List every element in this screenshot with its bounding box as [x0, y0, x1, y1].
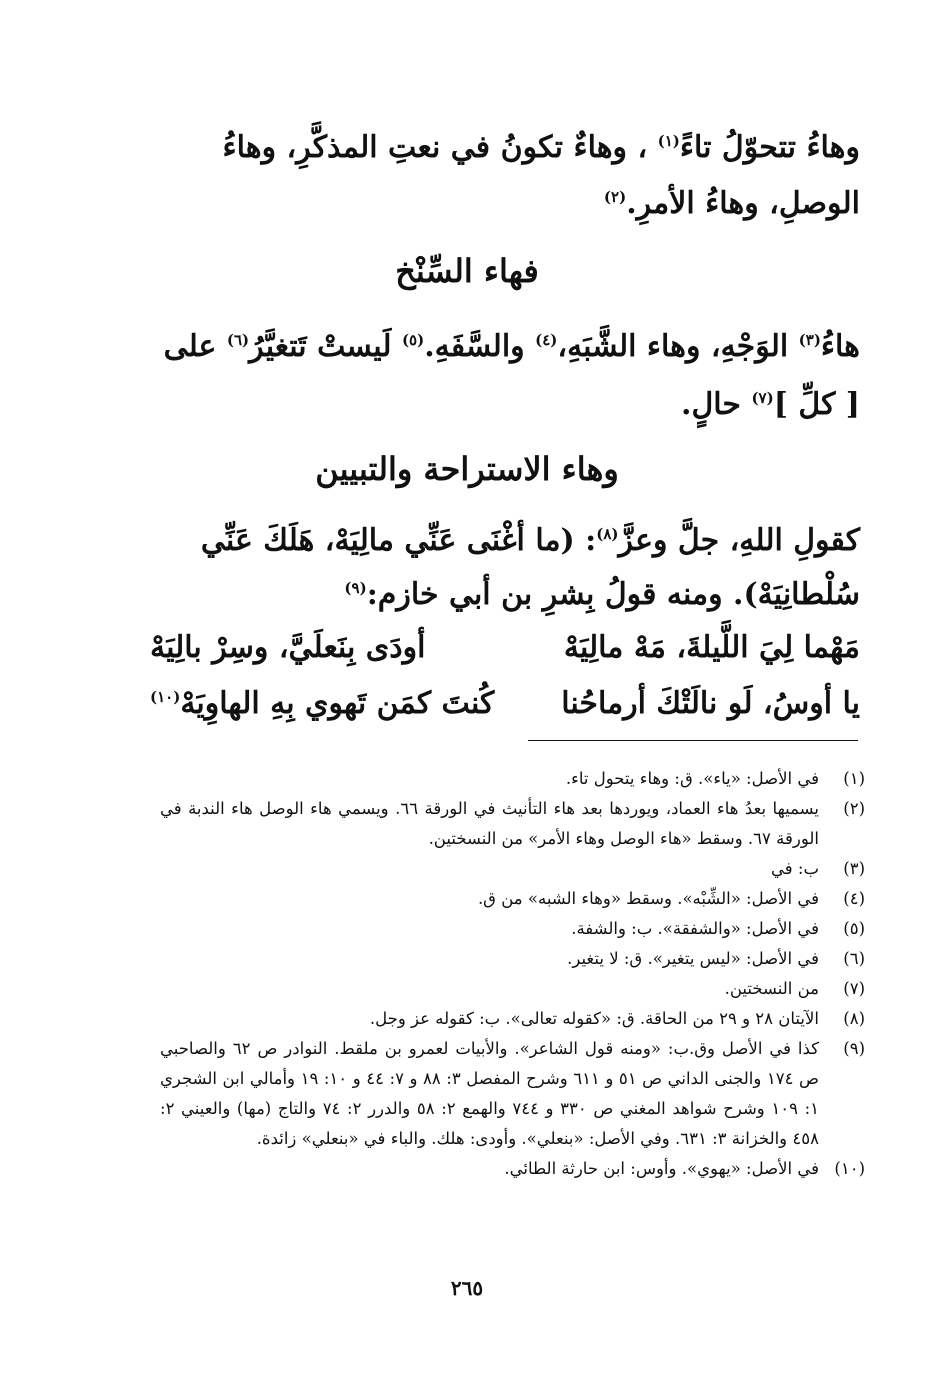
verse-line	[150, 620, 860, 676]
verse-line	[150, 676, 860, 732]
para2-text-2: : (ما أغْنَى عَنِّي مالِيَهْ، هَلَكَ عَنِّي سُلْطانِيَهْ). ومنه قولُ بِشرِ بن أبي خازم:	[200, 523, 860, 612]
verse-first-hemistich: يا أوسُ، لَو نالَتْكَ أرماحُنا	[561, 686, 860, 721]
footnote-number: (٢)	[843, 799, 865, 818]
para1-text-4: لَيستْ تَتغيَّرُ	[249, 329, 392, 364]
footnote-text: في الأصل: «ليس يتغير». ق: لا يتغير.	[567, 949, 819, 968]
sinkh-paragraph	[150, 318, 860, 434]
footnote-ref-8: (٨)	[596, 525, 619, 543]
footnote-number: (٣)	[843, 859, 865, 878]
section-heading-istiraha: وهاء الاستراحة والتبيين	[315, 450, 619, 488]
footnote-item	[160, 764, 865, 794]
footnote-item	[160, 884, 865, 914]
footnote-number: (١)	[843, 769, 865, 788]
footnote-ref-9: (٩)	[344, 579, 367, 597]
verse-second-hemistich	[150, 676, 494, 732]
para1-text-2: الوَجْهِ، وهاء الشَّبَهِ،	[557, 329, 789, 364]
verse-second-text: كُنتَ كمَن تَهوي بِهِ الهاوِيَهْ	[180, 686, 495, 721]
footnote-item	[160, 914, 865, 944]
verse-first-hemistich: مَهْما لِيَ اللَّيلةَ، مَهْ مالِيَهْ	[563, 630, 860, 665]
footnote-number: (١٠)	[834, 1159, 865, 1178]
footnote-text: في الأصل: «والشفقة». ب: والشفة.	[571, 919, 819, 938]
footnote-ref-10: (١٠)	[150, 688, 181, 706]
para2-text-1: كقولِ اللهِ، جلَّ وعزَّ	[618, 523, 860, 558]
footnote-divider	[528, 740, 858, 741]
footnote-number: (٦)	[843, 949, 865, 968]
footnote-item	[160, 1004, 865, 1034]
verse-second-text: أودَى بِنَعلَيَّ، وسِرْ بالِيَهْ	[150, 630, 426, 665]
para1-text-5: على [ كلِّ ]	[163, 329, 860, 422]
footnote-ref-6: (٦)	[226, 331, 250, 349]
footnote-number: (٨)	[843, 1009, 865, 1028]
footnote-item	[160, 1034, 865, 1154]
footnote-item	[160, 1154, 865, 1184]
footnote-text: من النسختين.	[724, 979, 819, 998]
footnote-number: (٤)	[843, 889, 865, 908]
footnote-ref-1: (١)	[657, 132, 680, 150]
page-number: ٢٦٥	[450, 1276, 484, 1300]
footnote-number: (٩)	[843, 1039, 865, 1058]
intro-paragraph	[150, 120, 860, 232]
footnotes	[160, 764, 865, 1184]
footnote-text: يسميها بعدُ هاء العماد، ويوردها بعد هاء التأنيث في الورقة ٦٦. ويسمي هاء الوصل هاء الندبة في الورقة ٦٧. وسقط «هاء الوصل وهاء الأمر» من النسختين.	[160, 799, 819, 848]
intro-text-1: وهاءُ تتحوّلُ تاءً	[679, 130, 860, 165]
intro-text-2: ، وهاءٌ تكونُ في نعتِ المذكَّرِ، وهاءُ الوصلِ، وهاءُ الأمرِ.	[222, 130, 860, 221]
para1-text-6: حالٍ.	[681, 387, 741, 422]
footnote-ref-3: (٣)	[798, 331, 821, 349]
poem-verses	[150, 620, 860, 732]
footnote-text: ب: في	[771, 859, 819, 878]
footnote-item	[160, 944, 865, 974]
footnote-ref-4: (٤)	[535, 331, 558, 349]
para1-text-1: هاءُ	[820, 329, 860, 364]
footnote-number: (٧)	[843, 979, 865, 998]
footnote-ref-7: (٧)	[751, 389, 774, 407]
istiraha-paragraph	[150, 514, 860, 622]
footnote-ref-2: (٢)	[603, 188, 627, 206]
footnote-text: كذا في الأصل وق.ب: «ومنه قول الشاعر». والأبيات لعمرو بن ملقط. النوادر ص ٦٢ والصاحبي ص ١٧٤ والجنى الداني ص ٥١ و ٦١١ وشرح المفصل ٣: ٨٨ و ٧: ٤٤ و ١٠: ١٩ وأمالي ابن الشجري ١: ١٠٩ وشرح شواهد المغني ص ٣٣٠ و ٧٤٤ والهمع ٢: ٥٨ والدرر ٢: ٧٤ والتاج (مها) والعيني ٢: ٤٥٨ والخزانة ٣: ٦٣١. وفي الأصل: «بنعلي». وأودى: هلك. والباء في «بنعلي» زائدة.	[160, 1039, 820, 1148]
footnote-item	[160, 974, 865, 1004]
section-heading-sinkh: فهاء السِّنْخ	[395, 252, 539, 290]
footnote-text: الآيتان ٢٨ و ٢٩ من الحاقة. ق: «كقوله تعالى». ب: كقوله عز وجل.	[369, 1009, 819, 1028]
para1-text-3: والسَّفَهِ.	[424, 329, 525, 364]
footnote-number: (٥)	[843, 919, 865, 938]
verse-second-hemistich	[150, 620, 425, 676]
footnote-item	[160, 854, 865, 884]
footnote-text: في الأصل: «الشِّبْه». وسقط «وهاء الشبه» من ق.	[477, 889, 819, 908]
footnote-text: في الأصل: «يهوي». وأوس: ابن حارثة الطائي.	[504, 1159, 819, 1178]
footnote-ref-5: (٥)	[401, 331, 425, 349]
footnote-text: في الأصل: «ياء». ق: وهاء يتحول تاء.	[565, 769, 819, 788]
footnote-item	[160, 794, 865, 854]
